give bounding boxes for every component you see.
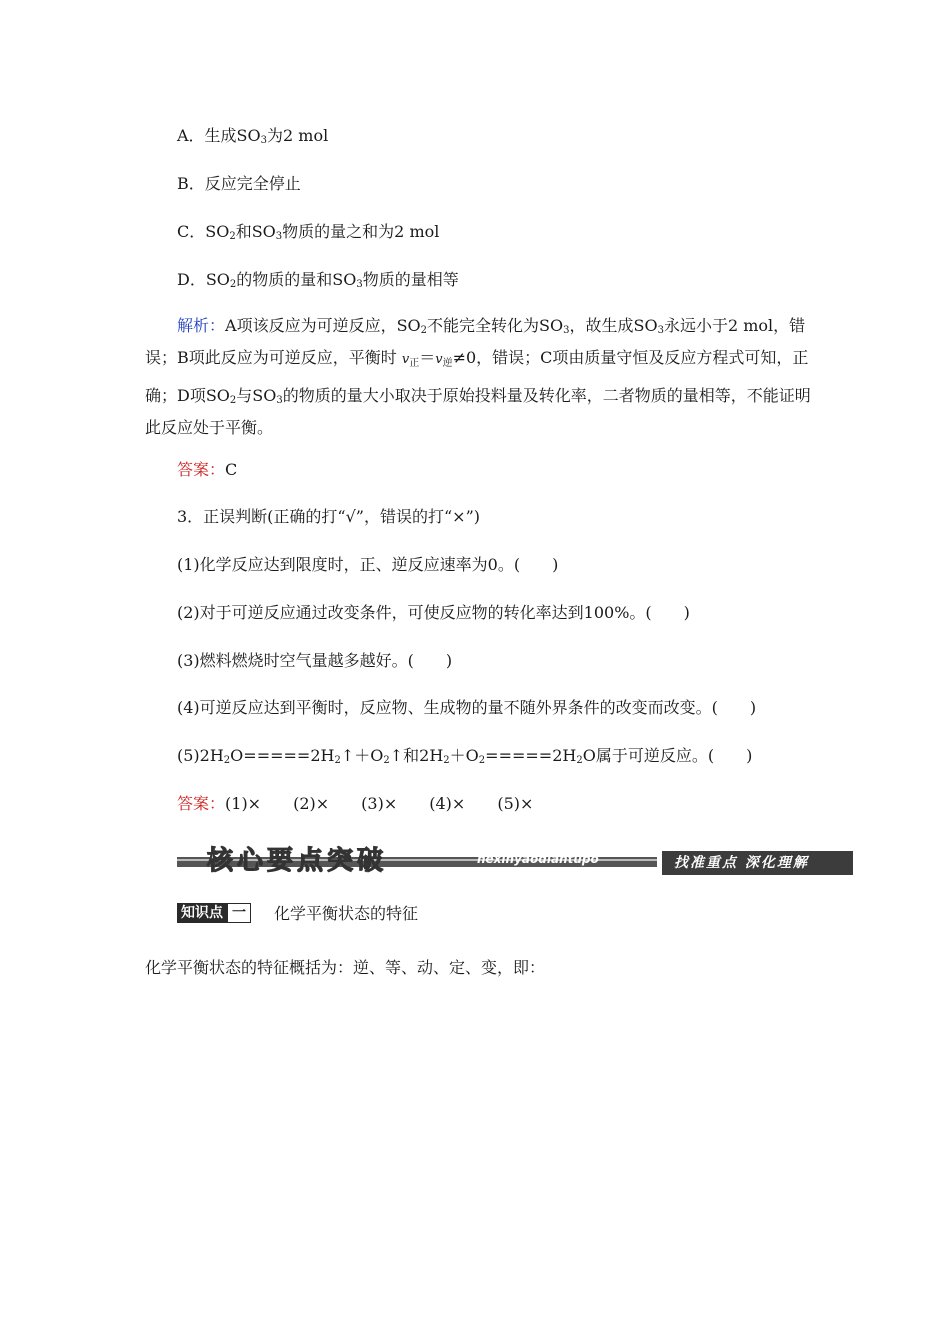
banner-subtitle-box	[659, 851, 853, 875]
q3-item-4: (4)可逆反应达到平衡时，反应物、生成物的量不随外界条件的改变而改变。( )	[177, 698, 757, 717]
question-3-title: 3．正误判断(正确的打“√”，错误的打“×”)	[177, 507, 480, 526]
analysis-paragraph: 解析：A项该反应为可逆反应，$SO_2$不能完全转化为$SO_3$，故生成$SO_3$永远小于2 mol，错误；B项此反应为可逆反应，平衡时 v正＝v逆≠0，错误；C项由质量守恒及反应方程式可知，正确；D项$SO_2$与$SO_3$的物质的量大小取决于原始投料量及转化率，二者物质的量相等，不能证明此反应处于平衡。	[145, 316, 811, 437]
option-b: B．反应完全停止	[177, 174, 301, 193]
knowledge-point-title: 化学平衡状态的特征	[274, 904, 419, 923]
option-d: D．$SO_2$的物质的量和$SO_3$物质的量相等	[177, 270, 459, 290]
knowledge-point-tag: 知识点	[177, 903, 227, 923]
q3-item-3: (3)燃料燃烧时空气量越多越好。( )	[177, 651, 453, 670]
q3-item-5: $(5)2H_2O=====2H_2↑+O_2↑$和$2H_2+O_2=====2H_2O$属于可逆反应。( )	[177, 746, 753, 766]
answer-label: 答案：	[177, 460, 226, 479]
q3-item-2: (2)对于可逆反应通过改变条件，可使反应物的转化率达到100%。( )	[177, 603, 690, 622]
answer-2: 答案：(1)× (2)× (3)× (4)× (5)×	[177, 794, 534, 813]
banner-subtitle: 找准重点 深化理解	[674, 855, 809, 871]
answer-label: 答案：	[177, 794, 226, 813]
banner-title: 核心要点突破	[207, 846, 388, 876]
banner-pinyin: hexinyaodiantupo	[477, 852, 599, 866]
q3-item-1: (1)化学反应达到限度时，正、逆反应速率为0。( )	[177, 555, 559, 574]
option-a: A．生成$SO_3$为2 mol	[177, 126, 329, 146]
knowledge-point-number: 一	[227, 903, 251, 923]
analysis-label: 解析：	[177, 316, 226, 335]
answer-1: 答案：C	[177, 460, 238, 479]
section-banner	[177, 848, 850, 876]
knowledge-point-badge	[177, 903, 251, 923]
option-c: C．$SO_2$和$SO_3$物质的量之和为2 mol	[177, 222, 440, 242]
closing-text: 化学平衡状态的特征概括为：逆、等、动、定、变，即：	[145, 958, 546, 977]
